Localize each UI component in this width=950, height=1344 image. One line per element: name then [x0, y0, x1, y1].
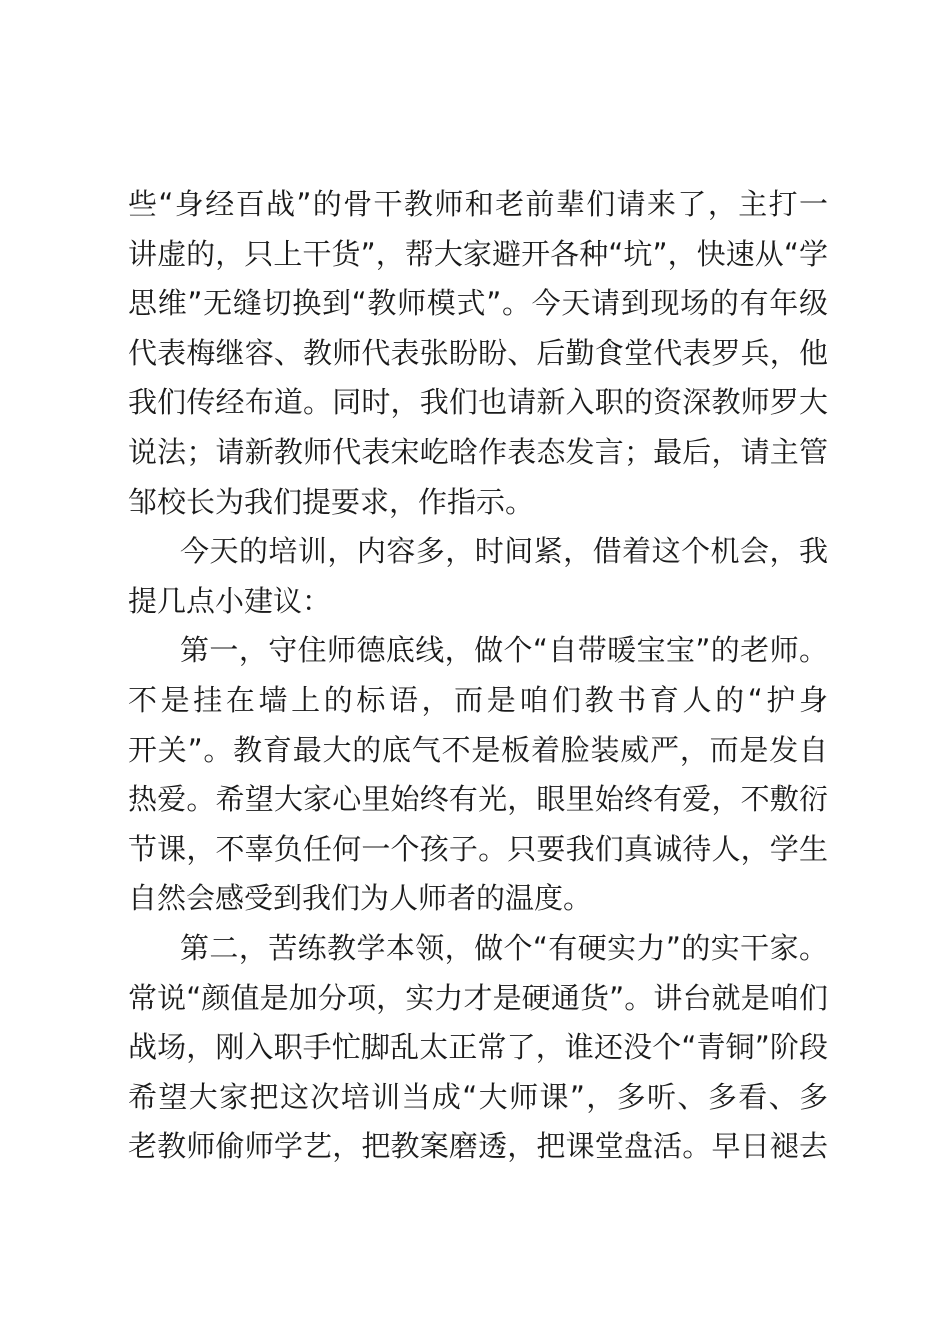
- text-line: 常说“颜值是加分项，实力才是硬通货”。讲台就是咱们: [128, 980, 828, 1015]
- paragraph: [128, 180, 828, 527]
- text-line: 开关”。教育最大的底气不是板着脸装威严，而是发自: [128, 732, 828, 767]
- text-line: 我们传经布道。同时，我们也请新入职的资深教师罗大: [128, 385, 828, 420]
- text-line: 今天的培训，内容多，时间紧，借着这个机会，我: [180, 534, 828, 569]
- paragraph: [128, 527, 828, 626]
- document-body: [128, 180, 828, 1172]
- text-line: 第一，守住师德底线，做个“自带暖宝宝”的老师。: [180, 633, 828, 668]
- text-line: 思维”无缝切换到“教师模式”。今天请到现场的有年级: [128, 286, 828, 321]
- text-line: 希望大家把这次培训当成“大师课”，多听、多看、多: [128, 1079, 828, 1114]
- text-line: 第二，苦练教学本领，做个“有硬实力”的实干家。: [180, 930, 828, 965]
- paragraph: [128, 924, 828, 1172]
- text-line: 热爱。希望大家心里始终有光，眼里始终有爱，不敷衍: [128, 782, 828, 817]
- text-line: 老教师偷师学艺，把教案磨透，把课堂盘活。早日褪去: [128, 1129, 828, 1164]
- text-line: 自然会感受到我们为人师者的温度。: [128, 881, 593, 916]
- text-line: 代表梅继容、教师代表张盼盼、后勤食堂代表罗兵，他: [128, 335, 828, 370]
- text-line: 些“身经百战”的骨干教师和老前辈们请来了，主打一: [128, 187, 828, 221]
- text-line: 不是挂在墙上的标语，而是咱们教书育人的“护身: [128, 682, 828, 717]
- text-line: 邹校长为我们提要求，作指示。: [128, 484, 535, 519]
- text-line: 节课，不辜负任何一个孩子。只要我们真诚待人，学生: [128, 831, 828, 866]
- text-line: 讲虚的，只上干货”，帮大家避开各种“坑”，快速从“学: [128, 236, 828, 271]
- text-line: 提几点小建议：: [128, 583, 332, 618]
- text-line: 说法；请新教师代表宋屹晗作表态发言；最后，请主管: [128, 434, 828, 469]
- text-line: 战场，刚入职手忙脚乱太正常了，谁还没个“青铜”阶段: [128, 1030, 828, 1065]
- paragraph: [128, 626, 828, 924]
